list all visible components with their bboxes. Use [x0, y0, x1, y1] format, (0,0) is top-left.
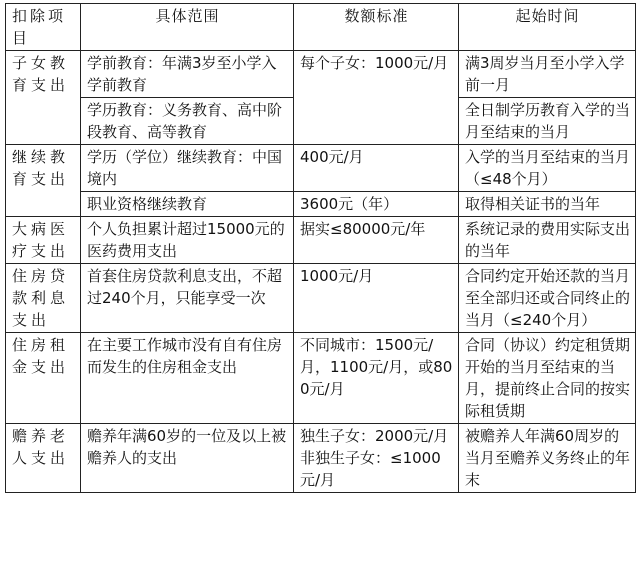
- deduction-table: [5, 3, 636, 493]
- start-preschool: 满3周岁当月至小学入学前一月: [459, 51, 636, 98]
- amount-vocational: 3600元（年）: [294, 192, 459, 217]
- table-row: [6, 145, 636, 192]
- category-elderly: 赡养老人支出: [6, 424, 81, 493]
- amount-elderly: [294, 424, 459, 493]
- scope-mortgage: 首套住房贷款利息支出，不超过240个月，只能享受一次: [81, 264, 294, 333]
- scope-medical: 个人负担累计超过15000元的医药费用支出: [81, 217, 294, 264]
- scope-elderly: 赡养年满60岁的一位及以上被赡养人的支出: [81, 424, 294, 493]
- amount-elderly-only-child: 独生子女：2000元/月: [300, 427, 449, 445]
- start-medical: 系统记录的费用实际支出的当年: [459, 217, 636, 264]
- header-start-time: 起始时间: [459, 4, 636, 51]
- category-rent: 住房租金支出: [6, 333, 81, 424]
- category-medical: 大病医疗支出: [6, 217, 81, 264]
- table-row: [6, 217, 636, 264]
- amount-degree-continuing: 400元/月: [294, 145, 459, 192]
- scope-degree-continuing: 学历（学位）继续教育：中国境内: [81, 145, 294, 192]
- scope-rent: 在主要工作城市没有自有住房而发生的住房租金支出: [81, 333, 294, 424]
- table-row: [6, 424, 636, 493]
- amount-mortgage: 1000元/月: [294, 264, 459, 333]
- start-mortgage: 合同约定开始还款的当月至全部归还或合同终止的当月（≤240个月）: [459, 264, 636, 333]
- deduction-table-wrapper: [5, 3, 635, 493]
- amount-elderly-non-only-child: 非独生子女：≤1000元/月: [300, 449, 441, 489]
- header-category: 扣除项目: [6, 4, 81, 51]
- header-amount: 数额标准: [294, 4, 459, 51]
- amount-medical: 据实≤80000元/年: [294, 217, 459, 264]
- scope-academic-education: 学历教育：义务教育、高中阶段教育、高等教育: [81, 98, 294, 145]
- start-vocational: 取得相关证书的当年: [459, 192, 636, 217]
- table-row: [6, 51, 636, 98]
- table-row: [6, 264, 636, 333]
- table-header-row: [6, 4, 636, 51]
- category-children-education: 子女教育支出: [6, 51, 81, 145]
- start-academic-education: 全日制学历教育入学的当月至结束的当月: [459, 98, 636, 145]
- start-rent: 合同（协议）约定租赁期开始的当月至结束的当月，提前终止合同的按实际租赁期: [459, 333, 636, 424]
- category-mortgage: 住房贷款利息支出: [6, 264, 81, 333]
- header-scope: 具体范围: [81, 4, 294, 51]
- table-row: [6, 192, 636, 217]
- start-degree-continuing: 入学的当月至结束的当月（≤48个月）: [459, 145, 636, 192]
- scope-vocational: 职业资格继续教育: [81, 192, 294, 217]
- amount-rent: 不同城市：1500元/月，1100元/月，或800元/月: [294, 333, 459, 424]
- scope-preschool: 学前教育：年满3岁至小学入学前教育: [81, 51, 294, 98]
- amount-children-education: 每个子女：1000元/月: [294, 51, 459, 145]
- start-elderly: 被赡养人年满60周岁的当月至赡养义务终止的年末: [459, 424, 636, 493]
- table-row: [6, 333, 636, 424]
- category-continuing-education: 继续教育支出: [6, 145, 81, 217]
